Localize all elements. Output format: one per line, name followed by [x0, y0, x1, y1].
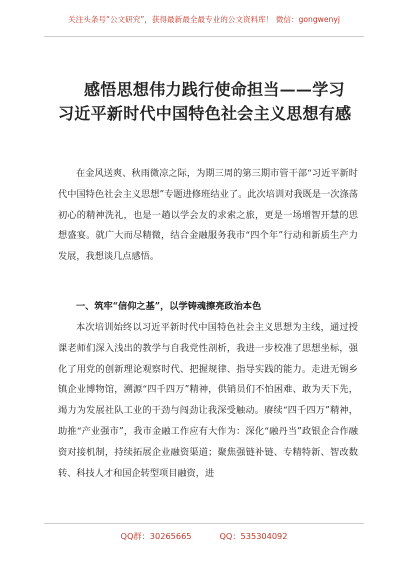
footer-divider: [44, 523, 364, 524]
document-title: [58, 78, 358, 126]
header-banner: 关注头条号“公文研究”，获得最新最全最专业的公文资料库！ 微信：gongwenyj: [68, 15, 340, 24]
section-heading: 一、筑牢“信仰之基”，以学铸魂擦亮政治本色: [76, 301, 262, 312]
section-paragraph: 本次培训始终以习近平新时代中国特色社会主义思想为主线，通过授课老师们深入浅出的教学与自我党性剖析，我进一步校准了思想坐标，强化了用党的创新理论观察时代、把握规律、指导实践的能力。走进无锡乡镇企业博物馆，溯源“四千四万”精神，供销员们不怕困难、敢为天下先，竭力为发展社队工业的干劲与闯劲让我深受触动。赓续“四千四万”精神，助推“产业强市”，我市金融工作应有大作为：深化“融丹当”政银企合作融资对接机制，持续拓展企业融资渠道；聚焦强链补链、专精特新、智改数转、科技人才和国企转型项目融资，进: [58, 322, 358, 479]
footer-qq: QQ：535304092: [219, 531, 288, 541]
document-body: [58, 164, 358, 268]
section-body: [58, 318, 358, 484]
footer-qq-group: QQ群：30265665: [120, 531, 192, 541]
intro-paragraph: 在金风送爽、秋雨微凉之际，为期三周的第三期市管干部“习近平新时代中国特色社会主义思想”专题进修班结业了。此次培训对我既是一次涤荡初心的精神洗礼，也是一趟以学会友的求索之旅，更是一场增智开慧的思想盛宴。就广大而尽精微，结合金融服务我市“四个年”行动和新质生产力发展，我想谈几点感悟。: [58, 168, 358, 263]
header-divider: [44, 36, 364, 37]
document-title-text: 感悟思想伟力践行使命担当——学习习近平新时代中国特色社会主义思想有感: [58, 80, 352, 123]
footer-contact: [0, 531, 408, 542]
